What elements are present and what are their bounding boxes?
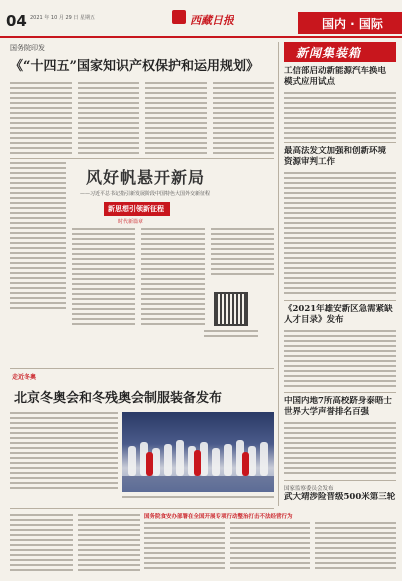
divider (10, 368, 274, 369)
column-rule (278, 42, 279, 506)
olympics-kicker-label: 走近冬奥 (12, 374, 37, 381)
olympics-headline: 北京冬奥会和冬残奥会制服装备发布 (14, 391, 223, 406)
right-banner (284, 42, 396, 62)
right-h2: 最高法发文加强和创新环境资源审判工作 (284, 146, 387, 167)
section-title: 国内 · 国际 (322, 17, 383, 31)
olympics-body (10, 412, 118, 492)
divider (10, 508, 274, 509)
right-h4: 中国内地7所高校跻身泰晤士世界大学声誉排名百强 (284, 396, 392, 417)
right-banner-label: 新闻集装箱 (296, 46, 362, 60)
bottom-right-body (144, 522, 396, 572)
feature-banner (104, 202, 170, 216)
qr-code (214, 292, 248, 326)
olympics-kicker (12, 372, 52, 382)
divider (284, 480, 396, 481)
divider (284, 300, 396, 301)
divider (10, 158, 274, 159)
divider (284, 392, 396, 393)
date-line: 2021 年 10 月 29 日 星期五 (30, 15, 95, 21)
right-body-4 (284, 422, 396, 477)
bottom-left-body (10, 514, 140, 574)
right-body-3 (284, 330, 396, 390)
left-top-kicker: 国务院印发 (10, 44, 45, 52)
right-h3: 《2021年雄安新区急需紧缺人才目录》发布 (284, 304, 393, 325)
masthead-rule (0, 36, 402, 38)
right-body-1 (284, 92, 396, 142)
olympics-photo (122, 412, 274, 492)
feature-headline: 风好帆悬开新局 (86, 168, 206, 187)
uniform-figures (122, 412, 274, 492)
section-band (298, 12, 402, 34)
masthead (0, 0, 402, 40)
bottom-strip-headline: 国务院食安办部署在全国开展专项行动整治打击不法经营行为 (144, 514, 293, 520)
feature-banner-sub: 时代新篇章 (118, 219, 144, 225)
feature-left-column (10, 162, 66, 312)
right-h5-kicker: 国家监察委员会发布 (284, 486, 334, 492)
feature-banner-label: 新思想引领新征程 (108, 205, 164, 213)
photo-caption (122, 496, 274, 501)
left-top-body (10, 82, 274, 157)
logo-text: 西藏日报 (190, 14, 234, 27)
right-h1: 工信部启动新能源汽车换电模式应用试点 (284, 66, 387, 87)
logo-seal (172, 10, 186, 24)
feature-subhead: ——习近平总书记指引新发展阶段中国特色大国外交新征程 (80, 191, 211, 197)
right-h5: 武大靖涉险晋级500米第三轮 (284, 492, 396, 502)
page-number: 04 (6, 12, 27, 30)
left-top-headline: 《“十四五”国家知识产权保护和运用规划》 (10, 59, 259, 74)
divider (284, 142, 396, 143)
qr-caption (204, 330, 258, 340)
right-body-2 (284, 172, 396, 297)
